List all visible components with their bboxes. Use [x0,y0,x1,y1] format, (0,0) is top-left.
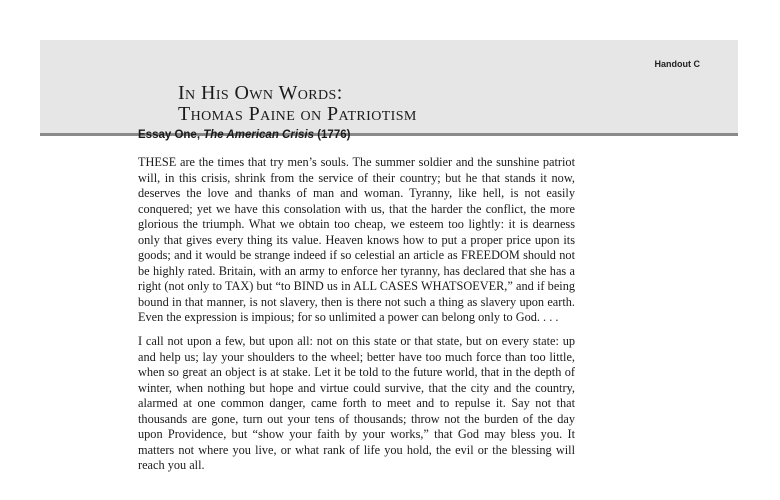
essay-heading-title: The American Crisis [203,129,315,141]
essay-paragraph-2: I call not upon a few, but upon all: not on this state or that state, but on every state: up and help us; lay your shoulders to the wheel; better have too much force than too little, when so great an object is at stake. Let it be told to the future world, that in the depth of winter, when nothing but hope and virtue could survive, that the city and the country, alarmed at one common danger, came forth to meet and to repulse it. Say not that thousands are gone, turn out your tens of thousands; throw not the burden of the day upon Providence, but “show your faith by your works,” that God may bless you. It matters not where you live, or what rank of life you hold, the evil or the blessing will reach you all. [138,334,575,472]
essay-heading-year: (1776) [314,129,351,141]
essay-paragraph-1: THESE are the times that try men’s souls. The summer soldier and the sunshine patriot will, in this crisis, shrink from the service of their country; but he that stands it now, deserves the love and thanks of man and woman. Tyranny, like hell, is not easily conquered; yet we have this consolation with us, that the harder the conflict, the more glorious the triumph. What we obtain too cheap, we esteem too lightly: it is dearness only that gives every thing its value. Heaven knows how to put a proper price upon its goods; and it would be strange indeed if so celestial an article as FREEDOM should not be highly rated. Britain, with an army to enforce her tyranny, has declared that she has a right (not only to TAX) but “to BIND us in ALL CASES WHATSOEVER,” and if being bound in that manner, is not slavery, then is there not such a thing as slavery upon earth. Even the expression is impious; for so unlimited a power can belong only to God. . . . [138,155,575,324]
handout-label: Handout C [654,59,700,69]
essay-heading [138,129,350,141]
title-line-1: In His Own Words: [178,82,343,104]
page-title [178,83,417,125]
page-header [40,40,738,136]
essay-heading-prefix: Essay One, [138,129,204,141]
title-line-2: Thomas Paine on Patriotism [178,103,417,125]
